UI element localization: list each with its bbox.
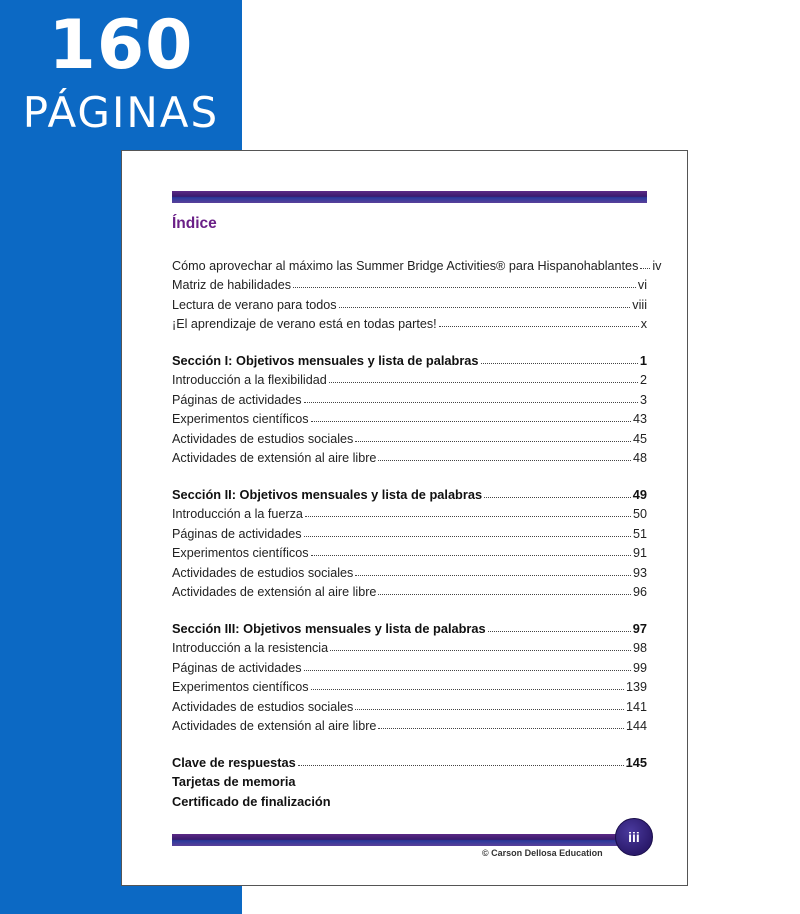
toc-entry [172,292,647,312]
toc-entry-title: Actividades de extensión al aire libre [172,585,377,599]
toc-entry-title: Matriz de habilidades [172,278,292,292]
toc-entry [172,446,647,466]
toc-entry-title: Actividades de estudios sociales [172,699,354,714]
toc-entry [172,312,647,332]
toc-entry [172,789,647,809]
toc-entry-page: 99 [632,660,647,675]
toc-entry [172,580,647,600]
toc-entry-title: Experimentos científicos [172,680,309,694]
toc-entry-page: 91 [632,546,647,560]
toc-entry-title: Experimentos científicos [172,412,309,426]
toc-entry-title: ¡El aprendizaje de verano está en todas partes! [172,317,437,331]
toc-entry-page: 141 [625,699,647,714]
dot-leader [484,497,631,498]
toc-list [172,253,662,809]
toc-entry [172,426,647,446]
toc-entry-title: Páginas de actividades [172,660,302,675]
toc-entry-page: iv [652,258,662,273]
dot-leader [329,382,638,383]
toc-entry-page: 93 [632,565,647,580]
dot-leader [330,650,631,651]
dot-leader [311,421,631,422]
dot-leader [355,441,631,442]
toc-entry-title: Lectura de verano para todos [172,297,337,312]
copyright-text: © Carson Dellosa Education [482,848,603,858]
dot-leader [293,287,636,288]
toc-entry-title: Experimentos científicos [172,546,309,560]
toc-entry [172,694,647,714]
toc-entry-title: Páginas de actividades [172,392,302,407]
toc-entry-title: Páginas de actividades [172,526,302,541]
dot-leader [355,575,631,576]
dot-leader [304,536,631,537]
toc-entry-page: 97 [632,620,647,636]
bottom-rule [172,834,624,846]
page-count: 160 [48,6,194,85]
toc-entry [172,636,647,656]
dot-leader [311,555,631,556]
toc-entry-title: Introducción a la flexibilidad [172,373,327,387]
dot-leader [378,594,631,595]
toc-entry-page: 144 [625,719,647,733]
toc-entry-title: Introducción a la resistencia [172,641,329,655]
section-gap [172,599,647,616]
toc-entry-page: 49 [632,486,647,502]
toc-entry [172,407,647,427]
toc-entry [172,675,647,695]
toc-entry-page: 139 [625,680,647,694]
toc-entry-page: 1 [639,352,647,368]
toc-entry-page: 3 [639,392,647,407]
dot-leader [481,363,638,364]
toc-entry [172,387,647,407]
dot-leader [355,709,624,710]
dot-leader [488,631,631,632]
toc-entry [172,750,647,770]
section-gap [172,465,647,482]
page-number-badge: iii [615,818,653,856]
toc-entry-page: 51 [632,526,647,541]
toc-entry-page: 98 [632,641,647,655]
toc-entry [172,521,647,541]
toc-entry-title: Actividades de estudios sociales [172,565,354,580]
dot-leader [339,307,631,308]
toc-entry-title: Actividades de extensión al aire libre [172,719,377,733]
toc-entry [172,770,647,790]
toc-entry [172,560,647,580]
dot-leader [304,402,638,403]
toc-page [121,150,688,886]
toc-entry-page: 43 [632,412,647,426]
page-count-label: PÁGINAS [22,88,220,137]
toc-entry-title: Actividades de estudios sociales [172,431,354,446]
top-rule [172,191,647,203]
toc-entry-page: 45 [632,431,647,446]
dot-leader [640,268,650,269]
toc-entry-page: 48 [632,451,647,465]
toc-entry-title: Clave de respuestas [172,754,296,770]
toc-entry [172,253,662,273]
toc-entry [172,273,647,293]
dot-leader [311,689,624,690]
toc-entry-page: x [640,317,647,331]
dot-leader [378,460,631,461]
toc-entry-page: vi [637,278,647,292]
toc-entry-page: 96 [632,585,647,599]
toc-entry-title: Sección I: Objetivos mensuales y lista de palabras [172,352,479,368]
toc-entry-title: Sección III: Objetivos mensuales y lista de palabras [172,620,486,636]
dot-leader [378,728,624,729]
toc-entry [172,616,647,636]
toc-entry [172,368,647,388]
toc-entry-page: 2 [639,373,647,387]
toc-entry [172,541,647,561]
dot-leader [305,516,631,517]
toc-entry-title: Certificado de finalización [172,793,331,809]
toc-entry [172,655,647,675]
section-gap [172,733,647,750]
toc-entry-title: Sección II: Objetivos mensuales y lista de palabras [172,486,483,502]
toc-entry-title: Actividades de extensión al aire libre [172,451,377,465]
dot-leader [304,670,631,671]
dot-leader [298,765,624,766]
toc-heading: Índice [172,215,217,232]
toc-entry-page: 50 [632,507,647,521]
toc-entry [172,714,647,734]
section-gap [172,331,647,348]
toc-entry-page: viii [632,297,647,312]
dot-leader [439,326,639,327]
toc-entry [172,482,647,502]
toc-entry [172,348,647,368]
toc-entry-title: Tarjetas de memoria [172,774,296,789]
toc-entry-title: Introducción a la fuerza [172,507,303,521]
toc-entry [172,502,647,522]
toc-entry-title: Cómo aprovechar al máximo las Summer Bridge Activities® para Hispanohablantes [172,258,639,273]
toc-entry-page: 145 [625,754,647,770]
